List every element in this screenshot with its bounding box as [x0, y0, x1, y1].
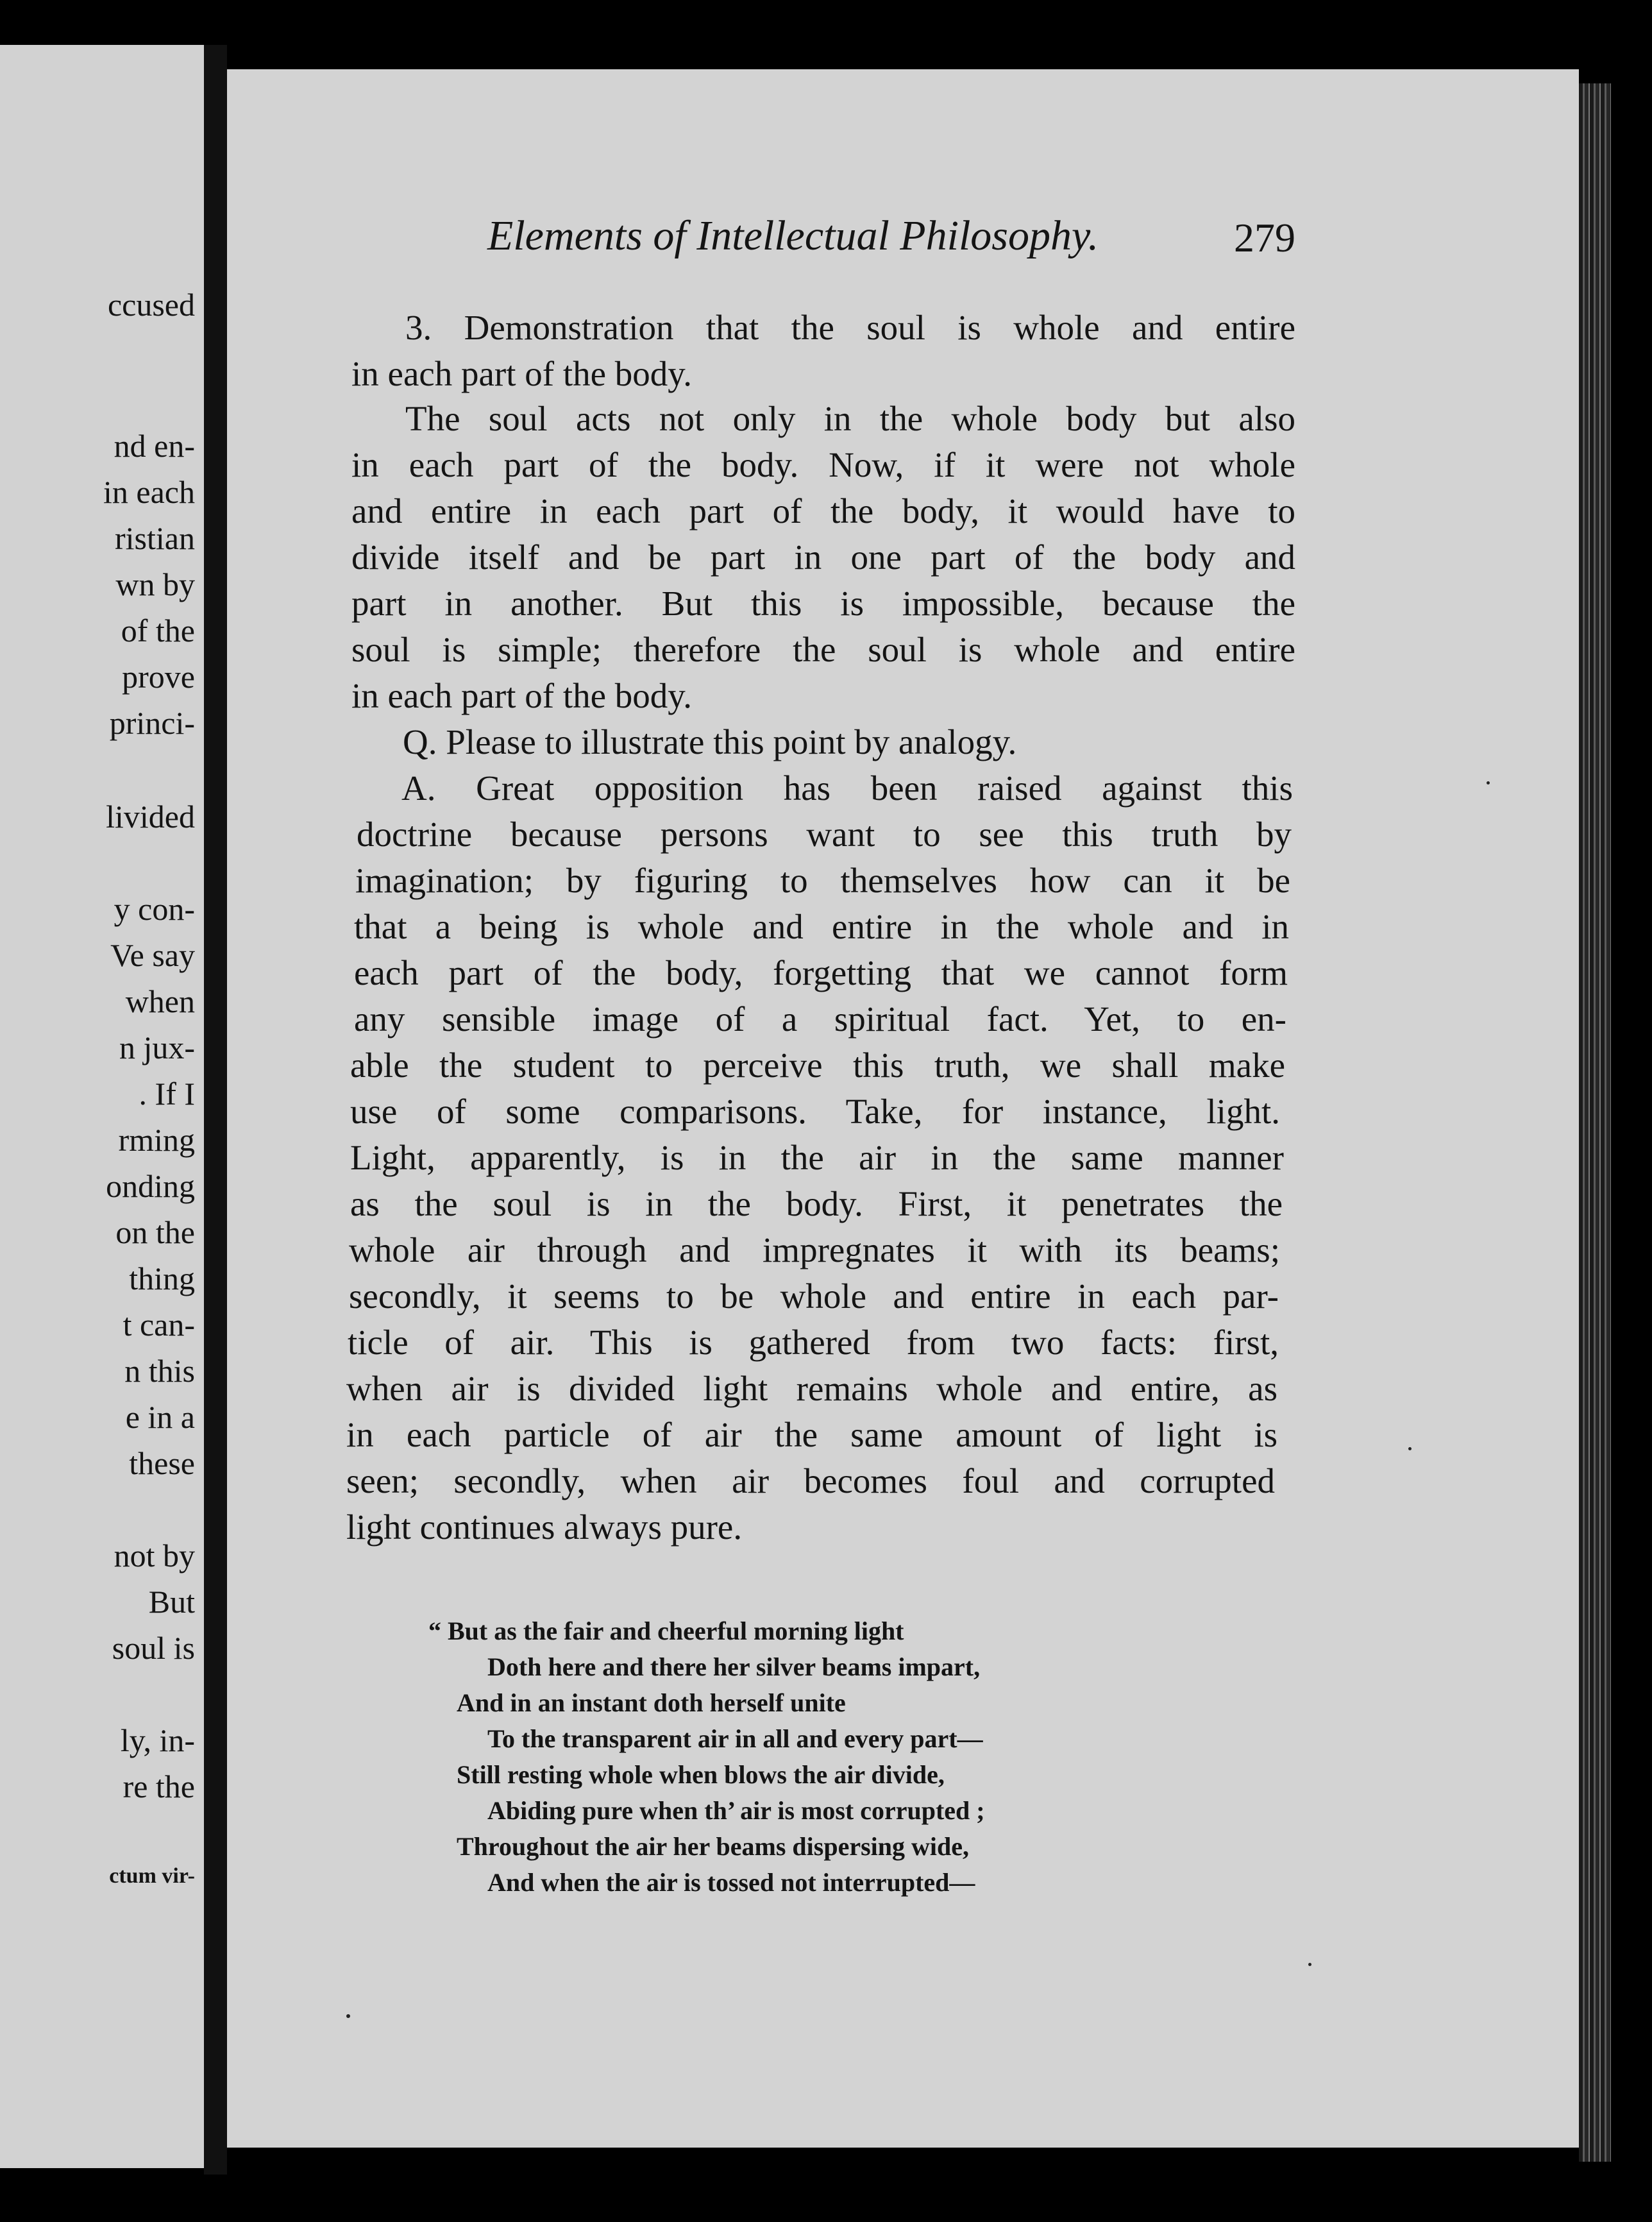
text-line: whole air through and impregnates it with its beams;	[349, 1230, 1280, 1269]
scan-speck	[346, 2014, 350, 2018]
verse-line: “ But as the fair and cheerful morning light	[428, 1616, 904, 1645]
book-gutter	[204, 45, 227, 2175]
left-line: these	[129, 1445, 195, 1481]
left-line: soul is	[112, 1630, 195, 1666]
text-line: light continues always pure.	[346, 1507, 743, 1547]
left-line: e in a	[125, 1399, 195, 1435]
text-line: as the soul is in the body. First, it penetrates the	[350, 1184, 1283, 1223]
verse-line: And in an instant doth herself unite	[457, 1688, 846, 1717]
left-line: . If I	[139, 1076, 195, 1112]
text-line: in each particle of air the same amount of light is	[346, 1415, 1277, 1454]
previous-page-fragment	[0, 45, 204, 2168]
page-number: 279	[1234, 215, 1295, 260]
left-line: not by	[114, 1538, 195, 1573]
left-line: n jux-	[119, 1030, 195, 1065]
left-line: on the	[115, 1214, 195, 1250]
text-line: and entire in each part of the body, it would have to	[351, 491, 1295, 530]
scan-speck	[1408, 1447, 1412, 1450]
left-line: wn by	[115, 566, 195, 602]
text-line: that a being is whole and entire in the whole and in	[354, 907, 1289, 946]
text-line: doctrine because persons want to see this truth by	[357, 815, 1292, 854]
text-line: in each part of the body.	[351, 676, 692, 715]
left-footnote-fragment: ctum vir-	[109, 1864, 195, 1888]
text-line: imagination; by figuring to themselves how can it be	[355, 861, 1290, 900]
text-line: seen; secondly, when air becomes foul and corrupted	[346, 1461, 1275, 1500]
left-line: of the	[121, 613, 195, 649]
left-line: n this	[124, 1353, 195, 1389]
left-line: onding	[106, 1168, 195, 1204]
verse-line: And when the air is tossed not interrupted—	[487, 1868, 975, 1897]
text-line: A. Great opposition has been raised against this	[401, 768, 1293, 808]
left-line: rming	[118, 1122, 195, 1158]
left-line: livided	[106, 799, 195, 835]
verse-line: To the transparent air in all and every part—	[487, 1724, 983, 1753]
left-line: re the	[122, 1768, 195, 1804]
text-line: ticle of air. This is gathered from two facts: first,	[348, 1323, 1279, 1362]
text-line: secondly, it seems to be whole and entire in each par-	[349, 1276, 1279, 1316]
verse-line: Abiding pure when th’ air is most corrupted ;	[487, 1796, 985, 1825]
left-line: ristian	[115, 520, 195, 556]
left-line: ccused	[107, 287, 195, 323]
text-line: able the student to perceive this truth, we shall make	[350, 1046, 1285, 1085]
text-line: divide itself and be part in one part of the body and	[351, 538, 1295, 577]
text-line: when air is divided light remains whole and entire, as	[346, 1369, 1277, 1408]
running-head-title: Elements of Intellectual Philosophy.	[487, 212, 1099, 259]
text-line: use of some comparisons. Take, for instance, light.	[350, 1092, 1280, 1131]
left-line: t can-	[122, 1307, 195, 1343]
left-line: when	[125, 983, 195, 1019]
left-line: prove	[122, 659, 195, 695]
text-line: Light, apparently, is in the air in the same manner	[350, 1138, 1284, 1177]
left-line: nd en-	[114, 428, 195, 464]
verse-line: Doth here and there her silver beams impart,	[487, 1652, 981, 1681]
scan-speck	[1308, 1963, 1311, 1966]
text-line: any sensible image of a spiritual fact. Yet, to en-	[354, 999, 1286, 1039]
page-edge	[1579, 83, 1611, 2162]
scan-speck	[1487, 781, 1490, 784]
left-line: in each	[103, 474, 195, 510]
text-line: in each part of the body. Now, if it were not whole	[351, 445, 1295, 484]
left-line: Ve say	[110, 937, 195, 973]
left-line: y con-	[114, 891, 195, 927]
text-line: each part of the body, forgetting that we cannot form	[354, 953, 1288, 992]
text-line: soul is simple; therefore the soul is whole and entire	[351, 630, 1295, 669]
left-line: thing	[129, 1260, 195, 1296]
text-line: 3. Demonstration that the soul is whole and entire	[405, 308, 1295, 347]
left-line: princi-	[109, 705, 195, 741]
text-line: part in another. But this is impossible, because the	[351, 584, 1295, 623]
left-line: ly, in-	[120, 1722, 195, 1758]
left-line: But	[148, 1584, 195, 1620]
text-line: The soul acts not only in the whole body but also	[405, 399, 1295, 438]
verse-line: Still resting whole when blows the air divide,	[457, 1760, 945, 1789]
verse-line: Throughout the air her beams dispersing wide,	[457, 1832, 970, 1861]
text-line: in each part of the body.	[351, 354, 692, 393]
running-head	[487, 212, 1295, 269]
text-line: Q. Please to illustrate this point by analogy.	[403, 722, 1017, 761]
